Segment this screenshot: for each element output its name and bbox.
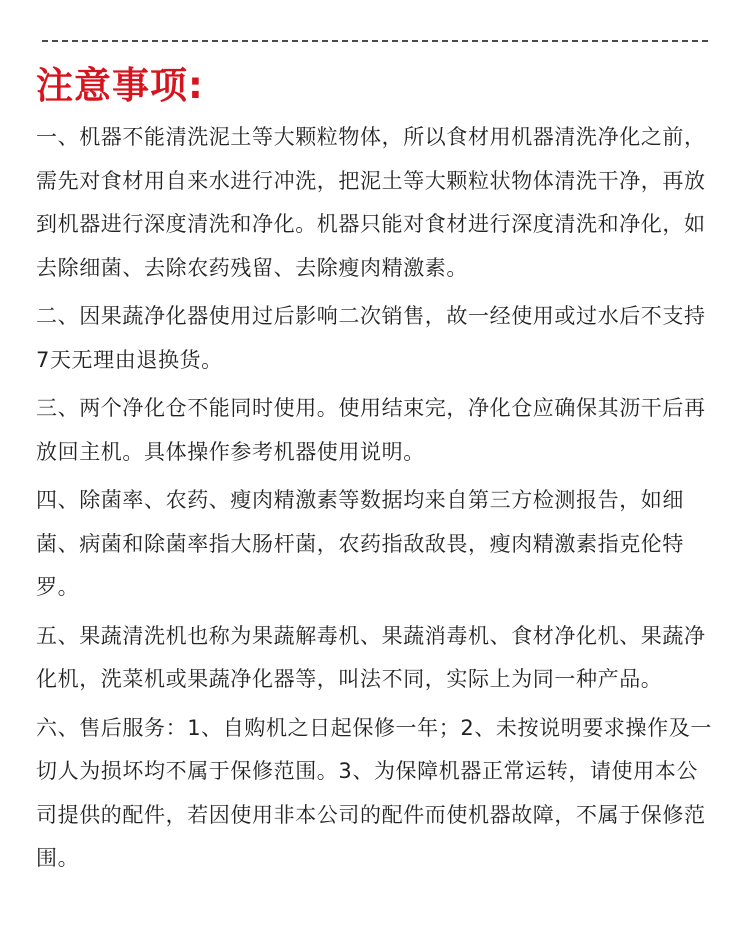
- notice-item-4: 四、除菌率、农药、瘦肉精激素等数据均来自第三方检测报告，如细菌、病菌和除菌率指大肠杆菌，农药指敌敌畏，瘦肉精激素指克伦特罗。: [36, 488, 684, 599]
- notice-item-6: 六、售后服务：1、自购机之日起保修一年；2、未按说明要求操作及一切人为损坏均不属于保修范围。3、为保障机器正常运转，请使用本公司提供的配件，若因使用非本公司的配件而使机器故障，不属于保修范围。: [36, 715, 712, 870]
- notice-item-2: 二、因果蔬净化器使用过后影响二次销售，故一经使用或过水后不支持7天无理由退换货。: [36, 304, 706, 372]
- dashed-divider: [42, 40, 708, 42]
- notice-list: [36, 116, 716, 886]
- notice-item-5: 五、果蔬清洗机也称为果蔬解毒机、果蔬消毒机、食材净化机、果蔬净化机，洗菜机或果蔬净化器等，叫法不同，实际上为同一种产品。: [36, 623, 706, 691]
- notice-item-1: 一、机器不能清洗泥土等大颗粒物体，所以食材用机器清洗净化之前，需先对食材用自来水进行冲洗，把泥土等大颗粒状物体清洗干净，再放到机器进行深度清洗和净化。机器只能对食材进行深度清洗和净化，如去除细菌、去除农药残留、去除瘦肉精激素。: [36, 125, 706, 280]
- notice-title: 注意事项:: [36, 64, 204, 107]
- notice-item-3: 三、两个净化仓不能同时使用。使用结束完，净化仓应确保其沥干后再放回主机。具体操作参考机器使用说明。: [36, 396, 706, 464]
